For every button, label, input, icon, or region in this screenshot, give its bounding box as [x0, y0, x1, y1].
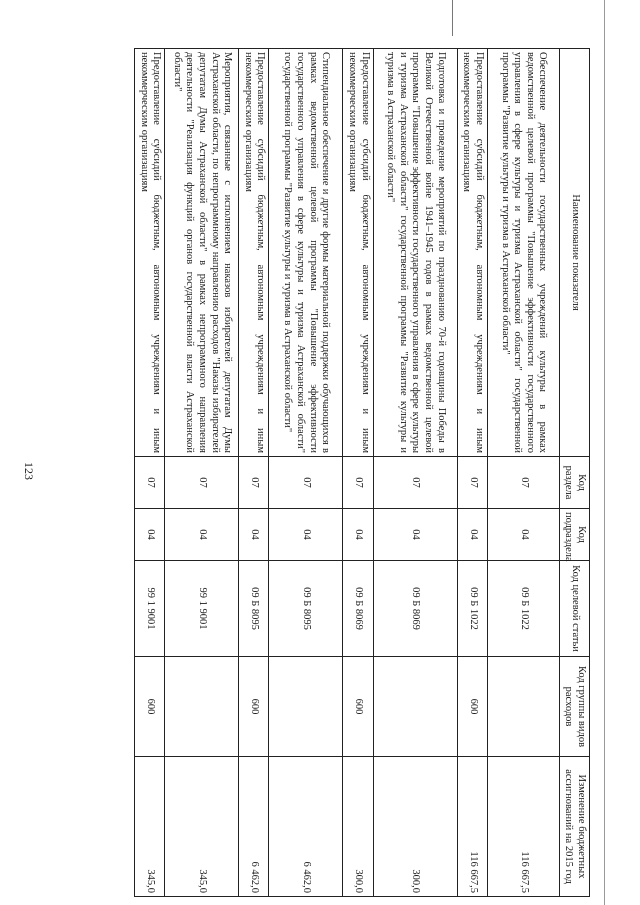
header-group: Код группы видов расходов	[559, 657, 589, 757]
cell-podrazdel: 04	[457, 509, 487, 561]
cell-target: 99 1 9001	[135, 561, 165, 657]
table-row	[165, 49, 239, 897]
cell-podrazdel: 04	[135, 509, 165, 561]
cell-amount: 6 462,0	[269, 757, 343, 897]
cell-target: 09 Б 8069	[343, 561, 373, 657]
cell-podrazdel: 04	[487, 509, 559, 561]
header-podrazdel: Код подраздела	[559, 509, 589, 561]
header-target: Код целевой статьи	[559, 561, 589, 657]
cell-razdel: 07	[487, 457, 559, 509]
header-amount: Изменение бюджетных ассигнований на 2015 год	[559, 757, 589, 897]
cell-amount: 300,0	[343, 757, 373, 897]
table-row	[269, 49, 343, 897]
cell-name: Подготовка и проведение мероприятий по празднованию 70-й годовщины Победы в Великой Отечественной войне 1941–1945 годов в рамках ведомственной целевой программы "Повышение эффективности государственного управления в сфере культуры и туризма Астраханской области" государственной программы "Развитие культуры и туризма в Астраханской области"	[373, 49, 457, 457]
cell-group: 600	[343, 657, 373, 757]
page-number: 123	[22, 462, 36, 480]
cell-podrazdel: 04	[343, 509, 373, 561]
cell-amount: 345,0	[135, 757, 165, 897]
cell-razdel: 07	[135, 457, 165, 509]
cell-group: 600	[457, 657, 487, 757]
table-row	[457, 49, 487, 897]
table-row	[135, 49, 165, 897]
table-header-row	[559, 49, 589, 897]
cell-amount: 116 667,5	[487, 757, 559, 897]
cell-podrazdel: 04	[269, 509, 343, 561]
cell-razdel: 07	[269, 457, 343, 509]
cell-target: 09 Б 1022	[457, 561, 487, 657]
cell-group	[373, 657, 457, 757]
cell-podrazdel: 04	[165, 509, 239, 561]
cell-podrazdel: 04	[239, 509, 269, 561]
cell-name: Обеспечение деятельности государственных учреждений культуры в рамках ведомственной целевой программы "Повышение эффективности государственного управления в сфере культуры и туризма Астраханской области" государственной программы "Развитие культуры и туризма в Астраханской области"	[487, 49, 559, 457]
header-razdel: Код раздела	[559, 457, 589, 509]
cell-amount: 345,0	[165, 757, 239, 897]
cell-razdel: 07	[343, 457, 373, 509]
scan-mark-line	[452, 0, 453, 36]
cell-amount: 6 462,0	[239, 757, 269, 897]
table-row	[487, 49, 559, 897]
cell-name: Предоставление субсидий бюджетным, автономным учреждениям и иным некоммерческим организациям	[343, 49, 373, 457]
cell-group	[165, 657, 239, 757]
cell-target: 09 Б 8069	[373, 561, 457, 657]
cell-name: Предоставление субсидий бюджетным, автономным учреждениям и иным некоммерческим организациям	[239, 49, 269, 457]
cell-razdel: 07	[239, 457, 269, 509]
cell-amount: 300,0	[373, 757, 457, 897]
cell-group	[487, 657, 559, 757]
rotated-table-wrapper	[138, 48, 590, 896]
cell-target: 09 Б 8095	[269, 561, 343, 657]
cell-group: 600	[239, 657, 269, 757]
header-name: Наименование показателя	[559, 49, 589, 457]
cell-name: Предоставление субсидий бюджетным, автономным учреждениям и иным некоммерческим организациям	[457, 49, 487, 457]
cell-target: 09 Б 8095	[239, 561, 269, 657]
table-row	[239, 49, 269, 897]
table-row	[373, 49, 457, 897]
page-edge-line	[604, 0, 605, 905]
cell-name: Мероприятия, связанные с исполнением наказов избирателей депутатам Думы Астраханской области, по непрограммному направлению расходов "Наказы избирателей депутатам Думы Астраханской области" в рамках непрограммного направления деятельности "Реализация функций органов государственной власти Астраханской области"	[165, 49, 239, 457]
cell-name: Предоставление субсидий бюджетным, автономным учреждениям и иным некоммерческим организациям	[135, 49, 165, 457]
cell-group: 600	[135, 657, 165, 757]
cell-razdel: 07	[457, 457, 487, 509]
cell-name: Стипендиальное обеспечение и другие формы материальной поддержки обучающихся в рамках ведомственной целевой программы "Повышение эффективности государственного управления в сфере культуры и туризма Астраханской области" государственной программы "Развитие культуры и туризма в Астраханской области"	[269, 49, 343, 457]
cell-razdel: 07	[165, 457, 239, 509]
cell-target: 99 1 9001	[165, 561, 239, 657]
cell-amount: 116 667,5	[457, 757, 487, 897]
cell-group	[269, 657, 343, 757]
table-row	[343, 49, 373, 897]
cell-podrazdel: 04	[373, 509, 457, 561]
budget-table	[134, 48, 590, 897]
cell-razdel: 07	[373, 457, 457, 509]
cell-target: 09 Б 1022	[487, 561, 559, 657]
